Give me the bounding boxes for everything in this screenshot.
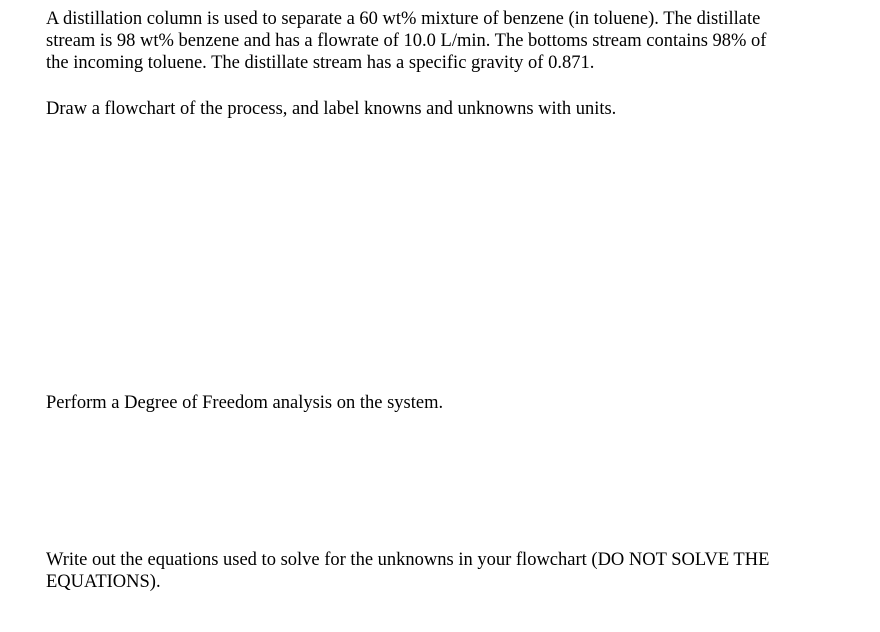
equations-instruction-line-2: EQUATIONS). <box>46 572 161 592</box>
problem-line-2: stream is 98 wt% benzene and has a flowrate of 10.0 L/min. The bottoms stream contains 98% of <box>46 31 767 51</box>
problem-statement <box>46 8 766 74</box>
equations-instruction-line-1: Write out the equations used to solve for the unknowns in your flowchart (DO NOT SOLVE THE <box>46 550 770 570</box>
flowchart-instruction <box>46 98 616 120</box>
dof-instruction-text: Perform a Degree of Freedom analysis on the system. <box>46 393 444 413</box>
problem-line-1: A distillation column is used to separate a 60 wt% mixture of benzene (in toluene). The distillate <box>46 9 761 29</box>
flowchart-instruction-text: Draw a flowchart of the process, and label knowns and unknowns with units. <box>46 99 617 119</box>
dof-instruction <box>46 392 443 414</box>
problem-line-3: the incoming toluene. The distillate stream has a specific gravity of 0.871. <box>46 53 595 73</box>
equations-instruction <box>46 549 769 593</box>
